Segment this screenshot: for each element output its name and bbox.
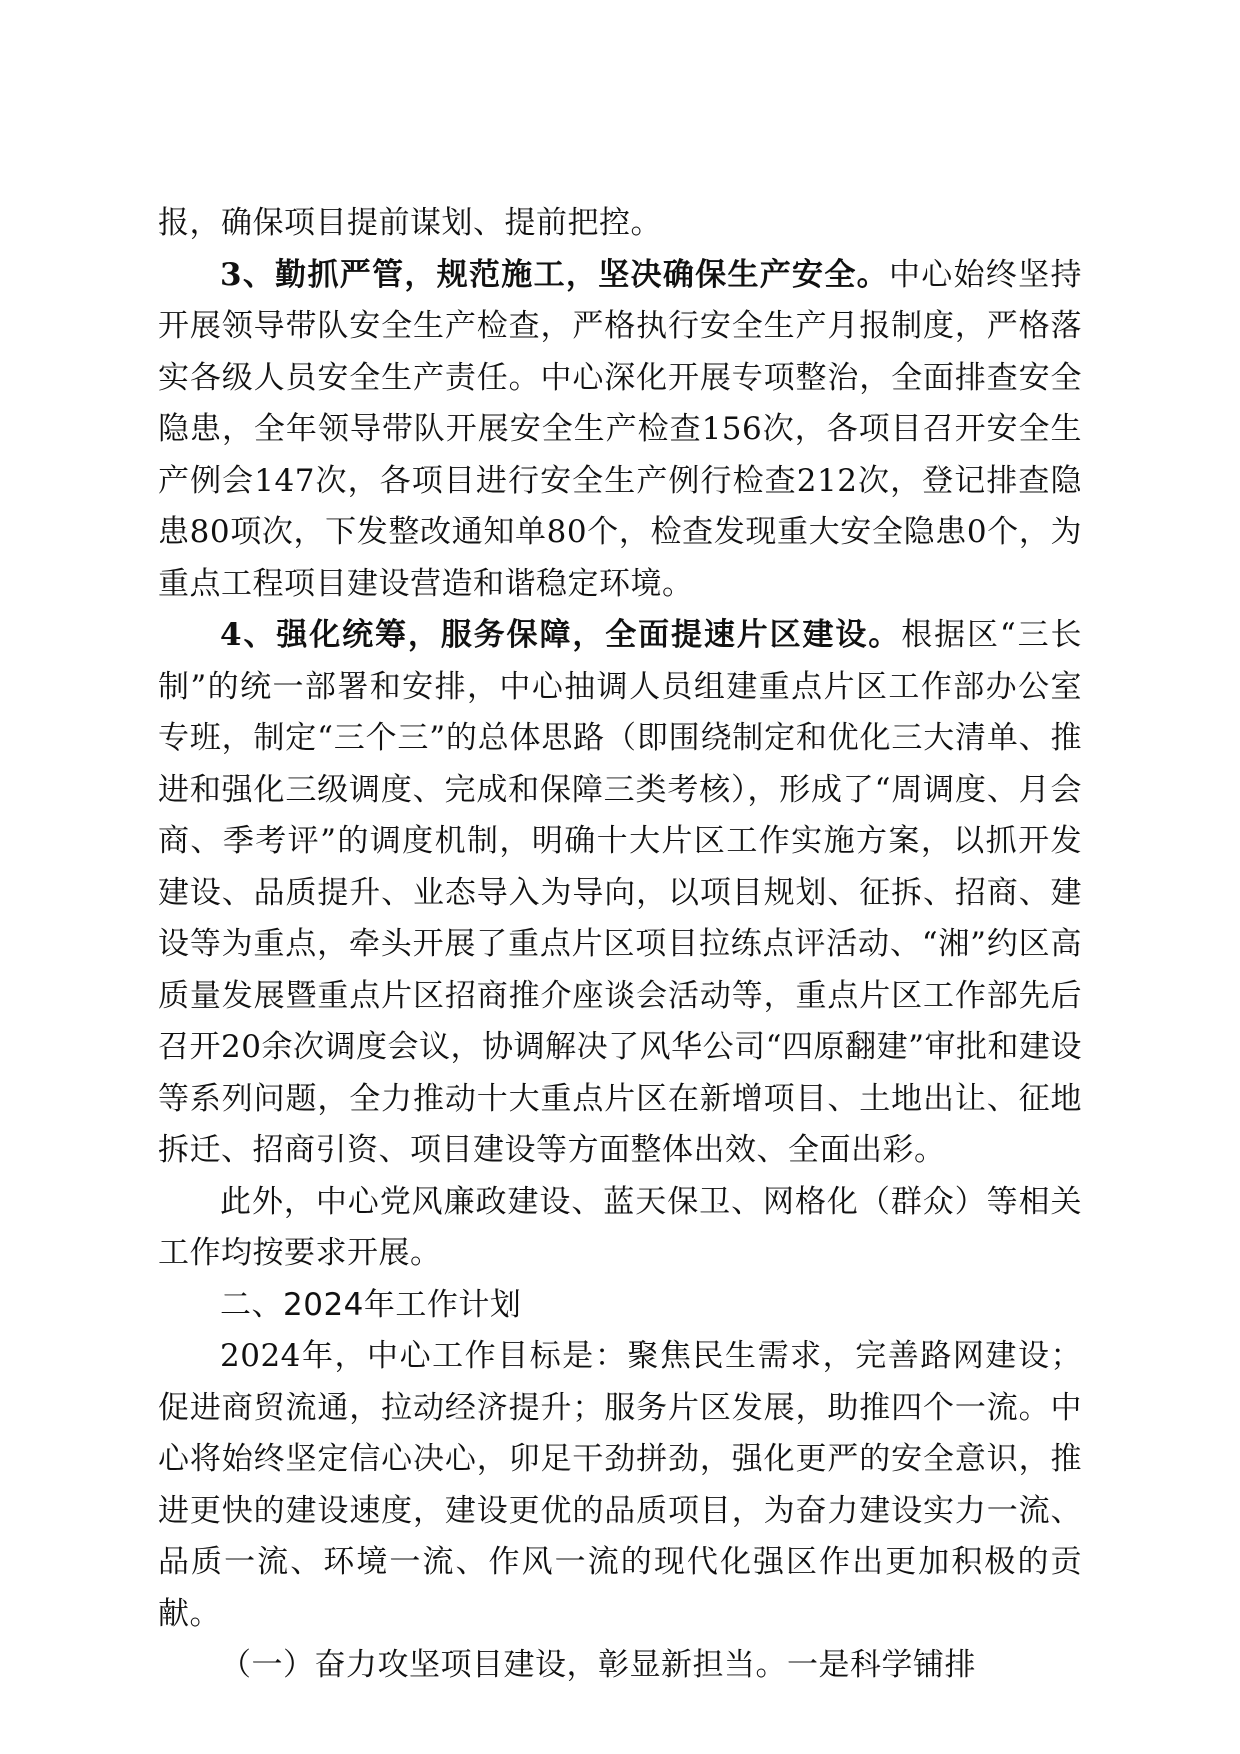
paragraph-lead-area: 4、强化统筹，服务保障，全面提速片区建设。 bbox=[220, 617, 902, 653]
paragraph-safety-production bbox=[158, 250, 1082, 611]
paragraph-body-area: 根据区“三长制”的统一部署和安排，中心抽调人员组建重点片区工作部办公室专班，制定“三个三”的总体思路（即围绕制定和优化三大清单、推进和强化三级调度、完成和保障三类考核），形成了“周调度、月会商、季考评”的调度机制，明确十大片区工作实施方案，以抓开发建设、品质提升、业态导入为导向，以项目规划、征拆、招商、建设等为重点，牵头开展了重点片区项目拉练点评活动、“湘”约区高质量发展暨重点片区招商推介座谈会活动等，重点片区工作部先后召开20余次调度会议，协调解决了风华公司“四原翻建”审批和建设等系列问题，全力推动十大重点片区在新增项目、土地出让、征地拆迁、招商引资、项目建设等方面整体出效、全面出彩。 bbox=[158, 617, 1082, 1168]
paragraph-project-construction bbox=[158, 1640, 1082, 1692]
paragraph-2024-goals: 2024年，中心工作目标是：聚焦民生需求，完善路网建设；促进商贸流通，拉动经济提升；服务片区发展，助推四个一流。中心将始终坚定信心决心，卯足干劲拼劲，强化更严的安全意识，推进更快的建设速度，建设更优的品质项目，为奋力建设实力一流、品质一流、环境一流、作风一流的现代化强区作出更加积极的贡献。 bbox=[158, 1338, 1082, 1632]
paragraph-body-safety: 中心始终坚持开展领导带队安全生产检查，严格执行安全生产月报制度，严格落实各级人员安全生产责任。中心深化开展专项整治，全面排查安全隐患，全年领导带队开展安全生产检查156次，各项目召开安全生产例会147次，各项目进行安全生产例行检查212次，登记排查隐患80项次，下发整改通知单80个，检查发现重大安全隐患0个，为重点工程项目建设营造和谐稳定环境。 bbox=[158, 256, 1082, 602]
section-heading-2024-plan: 二、2024年工作计划 bbox=[220, 1286, 522, 1323]
paragraph-lead-safety: 3、勤抓严管，规范施工，坚决确保生产安全。 bbox=[220, 256, 889, 293]
paragraph-body-project: 一是科学铺排 bbox=[787, 1647, 976, 1683]
document-body bbox=[158, 198, 1082, 1692]
paragraph-continuation: 报，确保项目提前谋划、提前把控。 bbox=[158, 205, 662, 241]
paragraph-area-construction bbox=[158, 610, 1082, 1177]
paragraph-other-work: 此外，中心党风廉政建设、蓝天保卫、网格化（群众）等相关工作均按要求开展。 bbox=[158, 1183, 1082, 1271]
paragraph-lead-project: （一）奋力攻坚项目建设，彰显新担当。 bbox=[220, 1647, 787, 1683]
